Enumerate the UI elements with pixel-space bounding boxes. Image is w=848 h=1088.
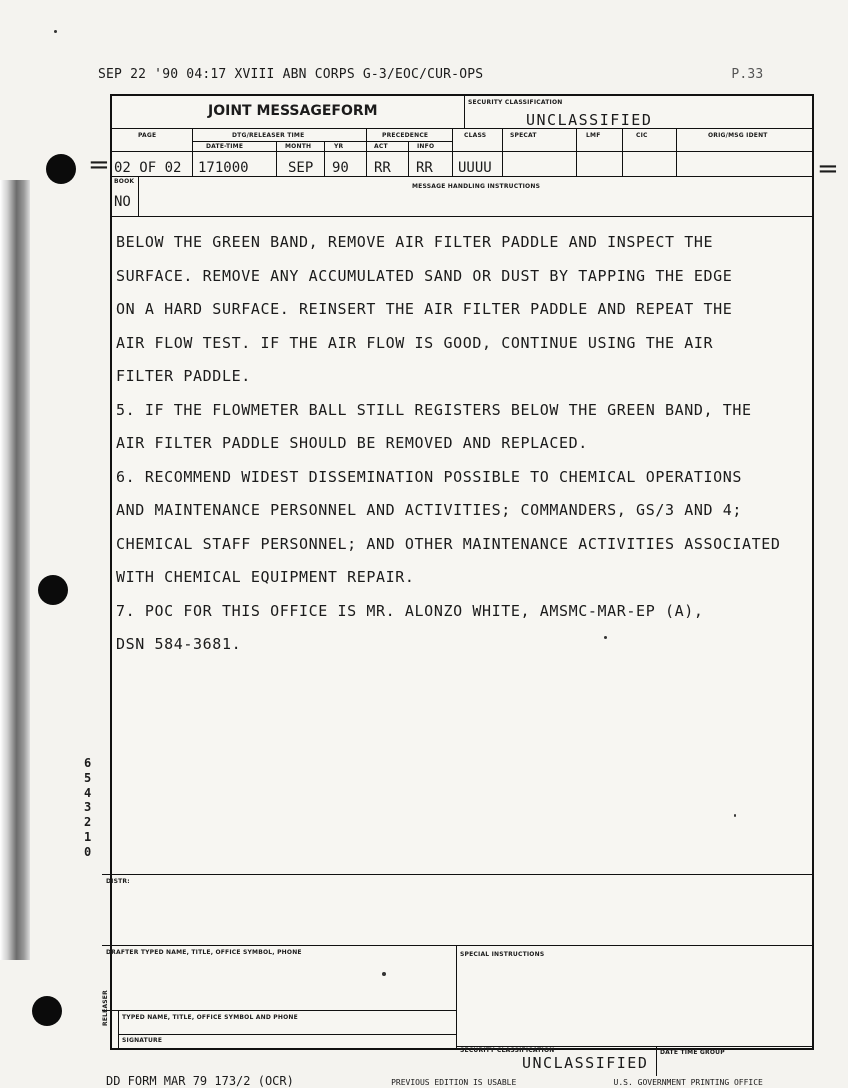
- year-value: 90: [332, 160, 349, 176]
- typed-name-label: TYPED NAME, TITLE, OFFICE SYMBOL AND PHONE: [122, 1014, 298, 1021]
- date-time-value: 171000: [198, 160, 249, 176]
- body-line: ON A HARD SURFACE. REINSERT THE AIR FILTER PADDLE AND REPEAT THE: [116, 300, 733, 318]
- scan-speck: [734, 814, 736, 817]
- body-line: AIR FLOW TEST. IF THE AIR FLOW IS GOOD, CONTINUE USING THE AIR: [116, 333, 714, 352]
- col-month: MONTH: [285, 143, 312, 150]
- side-number: 6: [84, 756, 92, 770]
- col-precedence: PRECEDENCE: [382, 132, 429, 139]
- security-classification-label: SECURITY CLASSIFICATION: [468, 99, 563, 106]
- side-number: 5: [84, 770, 92, 785]
- body-line: SURFACE. REMOVE ANY ACCUMULATED SAND OR DUST BY TAPPING THE EDGE: [116, 266, 733, 285]
- side-number: 1: [84, 829, 92, 844]
- body-line: DSN 584-3681.: [116, 635, 242, 653]
- signature-label: SIGNATURE: [122, 1037, 163, 1044]
- special-instructions-label: SPECIAL INSTRUCTIONS: [460, 951, 545, 958]
- bottom-security-label: SECURITY CLASSIFICATION: [460, 1047, 555, 1054]
- col-dtg: DTG/RELEASER TIME: [232, 132, 305, 139]
- fax-header: [98, 67, 818, 82]
- releaser-label: RELEASER: [102, 990, 109, 1026]
- col-class: CLASS: [464, 132, 487, 139]
- message-body: [116, 226, 810, 662]
- form-title: JOINT MESSAGEFORM: [208, 103, 378, 119]
- body-line: 5. IF THE FLOWMETER BALL STILL REGISTERS BELOW THE GREEN BAND, THE: [116, 400, 752, 419]
- date-time-group-label: DATE TIME GROUP: [660, 1049, 725, 1056]
- fax-header-text: SEP 22 '90 04:17 XVIII ABN CORPS G-3/EOC/CUR-OPS: [98, 67, 484, 82]
- book-value: NO: [114, 194, 131, 210]
- security-classification-value: UNCLASSIFIED: [526, 111, 653, 129]
- bottom-security-value: UNCLASSIFIED: [522, 1054, 649, 1072]
- col-lmf: LMF: [586, 132, 601, 139]
- body-line: AIR FILTER PADDLE SHOULD BE REMOVED AND REPLACED.: [116, 434, 588, 452]
- col-yr: YR: [334, 143, 344, 150]
- punch-hole-middle: [38, 575, 68, 605]
- body-line: BELOW THE GREEN BAND, REMOVE AIR FILTER PADDLE AND INSPECT THE: [116, 233, 714, 251]
- col-info: INFO: [417, 143, 435, 150]
- scan-speck: [54, 30, 57, 33]
- body-line: 6. RECOMMEND WIDEST DISSEMINATION POSSIBLE TO CHEMICAL OPERATIONS: [116, 467, 742, 486]
- footer-middle: PREVIOUS EDITION IS USABLE: [391, 1078, 517, 1087]
- fax-page-number: P.33: [731, 67, 764, 82]
- body-line: WITH CHEMICAL EQUIPMENT REPAIR.: [116, 568, 415, 586]
- message-handling-label: MESSAGE HANDLING INSTRUCTIONS: [412, 183, 541, 190]
- scan-speck: [382, 972, 386, 976]
- margin-mark-left: =: [88, 150, 110, 180]
- side-number: 2: [84, 815, 92, 830]
- col-date-time: DATE-TIME: [206, 143, 244, 150]
- precedence-act-value: RR: [374, 160, 391, 176]
- footer-right: U.S. GOVERNMENT PRINTING OFFICE: [613, 1078, 763, 1087]
- side-number: 3: [84, 800, 92, 815]
- side-numbers: [84, 756, 96, 860]
- drafter-label: DRAFTER TYPED NAME, TITLE, OFFICE SYMBOL, PHONE: [106, 949, 302, 956]
- precedence-info-value: RR: [416, 160, 433, 176]
- punch-hole-top: [46, 154, 76, 184]
- side-number: 4: [84, 785, 92, 800]
- class-value: UUUU: [458, 160, 492, 176]
- joint-messageform: [102, 94, 814, 1072]
- col-cic: CIC: [636, 132, 648, 139]
- scan-speck: [604, 636, 607, 639]
- form-footer: [106, 1074, 848, 1088]
- col-orig-msg-ident: ORIG/MSG IDENT: [708, 132, 768, 139]
- form-id: DD FORM MAR 79 173/2 (OCR): [106, 1074, 294, 1088]
- punch-hole-bottom: [32, 996, 62, 1026]
- col-act: ACT: [374, 143, 388, 150]
- margin-mark-right: =: [817, 154, 839, 184]
- page-value: 02 OF 02: [114, 160, 182, 176]
- book-label: BOOK: [114, 178, 135, 185]
- distr-label: DISTR:: [106, 878, 130, 885]
- body-line: AND MAINTENANCE PERSONNEL AND ACTIVITIES; COMMANDERS, GS/3 AND 4;: [116, 501, 742, 519]
- month-value: SEP: [288, 160, 314, 176]
- side-number: 0: [84, 844, 92, 859]
- body-line: CHEMICAL STAFF PERSONNEL; AND OTHER MAINTENANCE ACTIVITIES ASSOCIATED: [116, 534, 781, 553]
- scanner-edge-strip: [0, 180, 30, 960]
- body-line: 7. POC FOR THIS OFFICE IS MR. ALONZO WHITE, AMSMC-MAR-EP (A),: [116, 601, 704, 620]
- body-line: FILTER PADDLE.: [116, 367, 251, 385]
- col-page: PAGE: [138, 132, 157, 139]
- col-specat: SPECAT: [510, 132, 537, 139]
